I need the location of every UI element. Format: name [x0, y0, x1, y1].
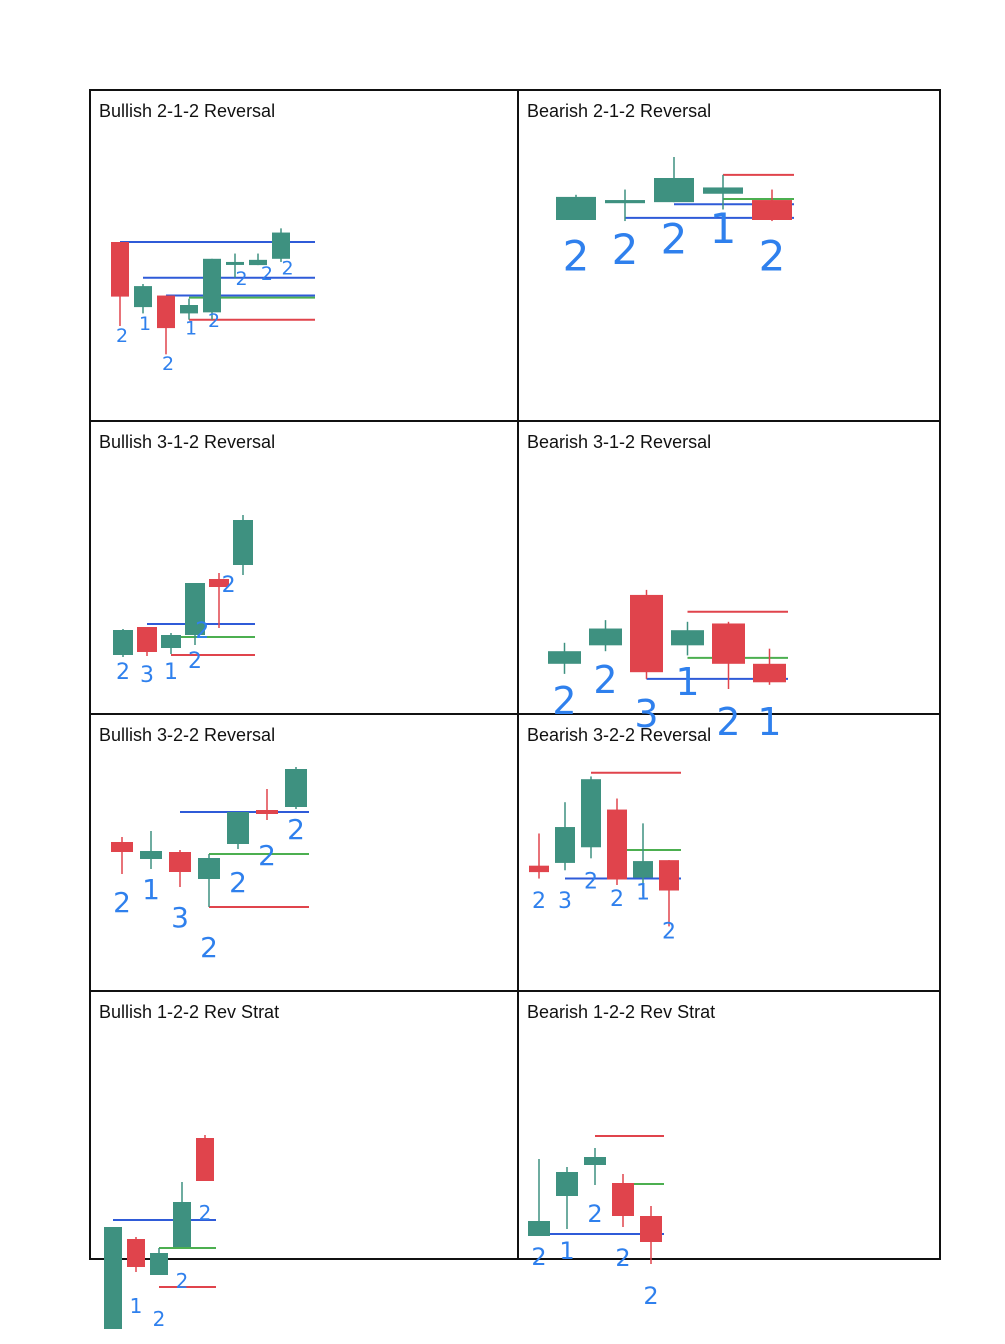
bar-type-label: 2: [207, 310, 221, 333]
bar-type-label: 1: [142, 873, 160, 906]
bar-type-label: 1: [757, 700, 782, 745]
bullish-candle: [589, 629, 622, 646]
bullish-candle: [671, 630, 704, 645]
bearish-candle: [137, 627, 157, 652]
bullish-candle: [654, 178, 694, 202]
bullish-candle: [150, 1253, 168, 1275]
bar-type-label: 2: [611, 225, 639, 275]
bearish-candle: [256, 810, 278, 814]
bearish-candle: [712, 623, 745, 663]
bar-type-label: 2: [584, 869, 598, 895]
bar-type-label: 2: [258, 839, 276, 872]
bullish-candle: [584, 1157, 606, 1165]
bar-type-label: 1: [129, 1294, 143, 1318]
cell-bullish-1-2-2: [91, 992, 517, 1331]
bar-type-label: 2: [175, 1269, 189, 1293]
bullish-candle: [703, 187, 743, 193]
bullish-candle: [104, 1227, 122, 1329]
bar-type-label: 2: [152, 1307, 166, 1331]
cell-title: Bullish 1-2-2 Rev Strat: [99, 1002, 280, 1022]
bar-type-label: 2: [281, 257, 294, 280]
cell-title: Bearish 1-2-2 Rev Strat: [527, 1002, 716, 1022]
bearish-candle: [127, 1239, 145, 1267]
bullish-candle: [140, 851, 162, 859]
bullish-candle: [173, 1202, 191, 1247]
pattern-chart: [519, 992, 941, 1310]
bar-type-label: 2: [532, 889, 546, 914]
bullish-candle: [272, 233, 290, 259]
bar-type-label: 1: [636, 880, 650, 906]
bullish-candle: [161, 635, 181, 648]
bullish-candle: [226, 262, 244, 265]
pattern-chart: [91, 715, 517, 990]
bearish-candle: [659, 860, 679, 890]
bar-type-label: 1: [675, 659, 700, 704]
bullish-candle: [227, 812, 249, 844]
cell-bearish-1-2-2: [519, 992, 941, 1310]
cell-title: Bullish 3-2-2 Reversal: [99, 725, 276, 745]
bar-type-label: 2: [229, 866, 247, 899]
bearish-candle: [630, 595, 663, 672]
bullish-candle: [180, 305, 198, 313]
bar-type-label: 2: [198, 1201, 212, 1225]
bullish-candle: [198, 858, 220, 879]
bar-type-label: 2: [116, 660, 130, 685]
bearish-candle: [169, 852, 191, 872]
cell-title: Bullish 2-1-2 Reversal: [99, 101, 276, 121]
bearish-candle: [196, 1138, 214, 1181]
bullish-candle: [203, 259, 221, 313]
bearish-candle: [529, 866, 549, 872]
bearish-candle: [753, 664, 786, 682]
bar-type-label: 2: [615, 1244, 631, 1272]
bar-type-label: 2: [115, 324, 129, 347]
bar-type-label: 2: [562, 231, 590, 281]
bar-type-label: 1: [709, 204, 737, 254]
bar-type-label: 2: [716, 700, 741, 745]
cell-bullish-3-1-2: [91, 422, 517, 713]
pattern-chart: [91, 91, 517, 420]
bearish-candle: [111, 842, 133, 852]
bullish-candle: [605, 200, 645, 203]
bar-type-label: 2: [221, 573, 236, 598]
bar-type-label: 2: [610, 887, 624, 913]
bar-type-label: 3: [171, 901, 189, 934]
bullish-candle: [556, 1172, 578, 1196]
bullish-candle: [555, 827, 575, 863]
bar-type-label: 3: [140, 663, 154, 688]
bar-type-label: 2: [161, 353, 175, 376]
pattern-chart: [519, 715, 941, 990]
pattern-chart: [91, 422, 517, 713]
bearish-candle: [111, 242, 129, 297]
pattern-chart: [91, 992, 517, 1331]
bar-type-label: 1: [164, 660, 178, 685]
pattern-chart: [519, 91, 941, 420]
bar-type-label: 2: [235, 268, 248, 291]
cell-title: Bearish 3-2-2 Reversal: [527, 725, 712, 745]
bearish-candle: [157, 296, 175, 329]
bullish-candle: [528, 1221, 550, 1236]
cell-bullish-2-1-2: [91, 91, 517, 420]
bullish-candle: [113, 630, 133, 655]
bar-type-label: 2: [587, 1200, 603, 1228]
bearish-candle: [612, 1183, 634, 1216]
bullish-candle: [134, 286, 152, 307]
bullish-candle: [556, 197, 596, 220]
bar-type-label: 2: [113, 886, 131, 919]
cell-title: Bearish 2-1-2 Reversal: [527, 101, 712, 121]
bearish-candle: [607, 810, 627, 880]
bearish-candle: [640, 1216, 662, 1242]
bar-type-label: 2: [195, 619, 210, 644]
bullish-candle: [581, 779, 601, 847]
bar-type-label: 2: [662, 919, 676, 945]
bullish-candle: [285, 769, 307, 807]
bar-type-label: 2: [287, 813, 305, 846]
cell-title: Bullish 3-1-2 Reversal: [99, 432, 276, 452]
cell-bearish-3-2-2: [519, 715, 941, 990]
cell-bearish-2-1-2: [519, 91, 941, 420]
bar-type-label: 1: [559, 1237, 575, 1265]
bar-type-label: 2: [758, 231, 786, 281]
bar-type-label: 2: [593, 658, 618, 703]
bullish-candle: [633, 861, 653, 878]
bar-type-label: 2: [531, 1243, 547, 1271]
cell-bullish-3-2-2: [91, 715, 517, 990]
bar-type-label: 2: [552, 679, 577, 724]
bar-type-label: 2: [188, 649, 202, 674]
bar-type-label: 2: [643, 1282, 659, 1310]
bullish-candle: [548, 651, 581, 664]
bar-type-label: 1: [138, 313, 152, 336]
patterns-grid: [89, 89, 941, 1331]
bar-type-label: 2: [260, 262, 273, 285]
bar-type-label: 3: [634, 691, 659, 736]
cell-title: Bearish 3-1-2 Reversal: [527, 432, 712, 452]
bar-type-label: 2: [200, 931, 218, 964]
bearish-candle: [752, 200, 792, 220]
bar-type-label: 3: [558, 889, 572, 914]
bar-type-label: 1: [184, 317, 198, 340]
bar-type-label: 2: [660, 214, 688, 264]
bullish-candle: [233, 520, 253, 565]
